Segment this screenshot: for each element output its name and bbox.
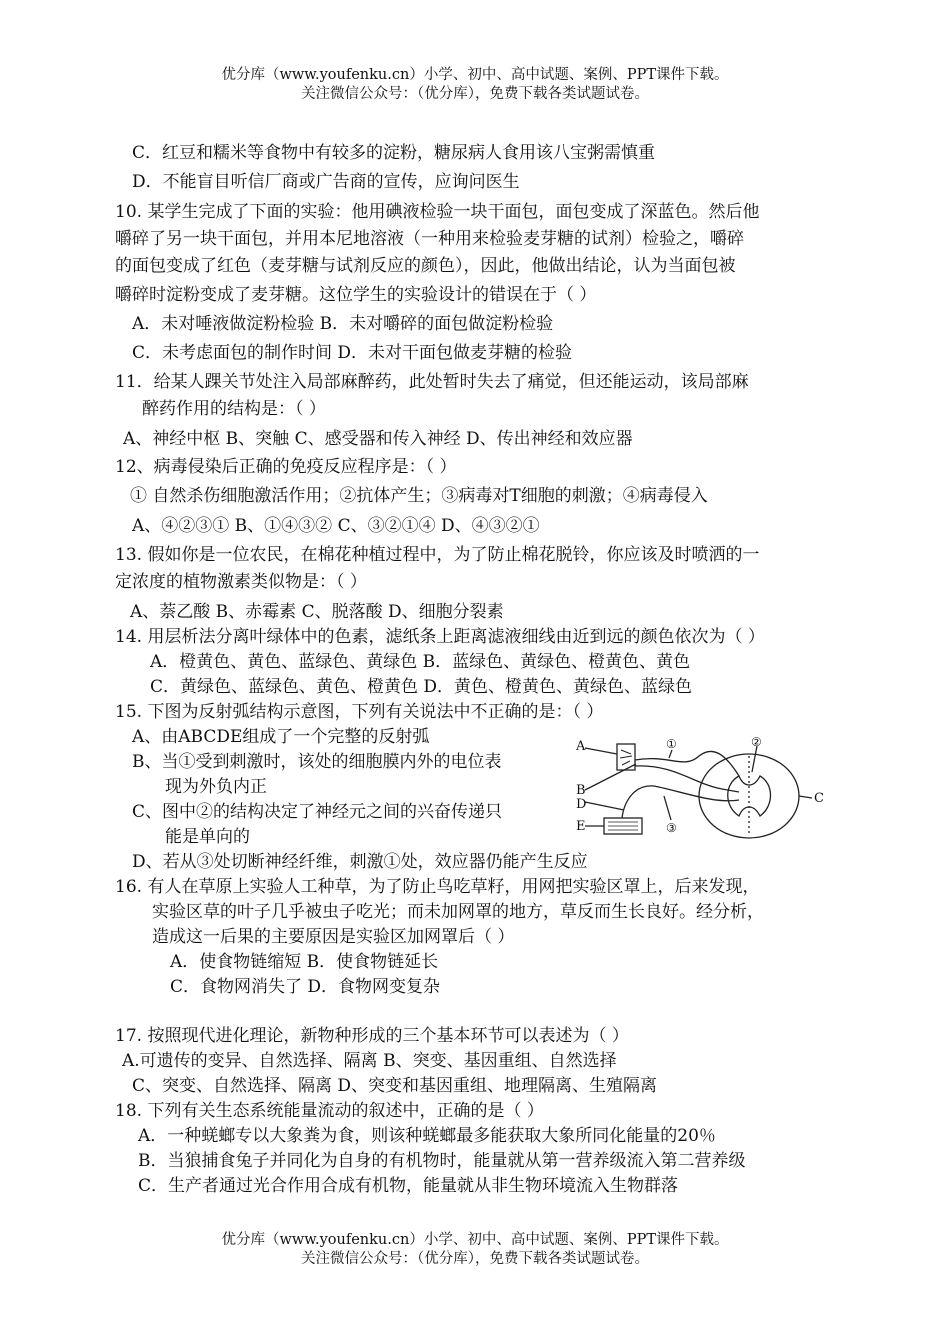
header-line-2: 关注微信公众号：（优分库），免费下载各类试题试卷。 (301, 86, 649, 102)
q9-option-c: C．红豆和糯米等食物中有较多的淀粉，糖尿病人食用该八宝粥需慎重 (132, 143, 656, 163)
q10-options-ab: A．未对唾液做淀粉检验 B．未对嚼碎的面包做淀粉检验 (132, 314, 554, 334)
q12-stem: 12、病毒侵染后正确的免疫反应程序是：（ ） (115, 457, 457, 477)
label-3: ③ (666, 821, 677, 835)
reflex-arc-diagram (574, 734, 824, 846)
footer-line-2: 关注微信公众号：（优分库），免费下载各类试题试卷。 (301, 1251, 649, 1267)
q15-stem: 15. 下图为反射弧结构示意图，下列有关说法中不正确的是：（ ） (115, 702, 604, 722)
q15-option-b-1: B、当①受到刺激时，该处的细胞膜内外的电位表 (132, 752, 502, 772)
q17-options-ab: A.可遗传的变异、自然选择、隔离 B、突变、基因重组、自然选择 (122, 1051, 617, 1071)
q18-stem: 18. 下列有关生态系统能量流动的叙述中，正确的是（ ） (115, 1101, 544, 1121)
q11-stem-2: 醉药作用的结构是：（ ） (142, 399, 326, 419)
q16-stem-3: 造成这一后果的主要原因是实验区加网罩后（ ） (152, 927, 515, 947)
q13-stem-1: 13. 假如你是一位农民，在棉花种植过程中，为了防止棉花脱铃，你应该及时喷洒的一 (115, 545, 760, 565)
q12-options: A、④②③① B、①④③② C、③②①④ D、④③②① (132, 516, 540, 536)
q17-stem: 17. 按照现代进化理论，新物种形成的三个基本环节可以表述为（ ） (115, 1026, 629, 1046)
q16-options-ab: A．使食物链缩短 B．使食物链延长 (170, 952, 439, 972)
q9-option-d: D．不能盲目听信厂商或广告商的宣传，应询问医生 (132, 172, 520, 192)
efferent-nerve (622, 786, 739, 818)
q15-option-c-2: 能是单向的 (165, 827, 250, 847)
label-a: A (576, 739, 586, 754)
label-d: D (576, 797, 587, 812)
page-footer (0, 1231, 950, 1269)
q10-stem-3: 的面包变成了红色（麦芽糖与试剂反应的颜色），因此，他做出结论，认为当面包被 (115, 256, 736, 276)
q10-stem-2: 嚼碎了另一块干面包，并用本尼地溶液（一种用来检验麦芽糖的试剂）检验之，嚼碎 (115, 229, 744, 249)
footer-line-1: 优分库（www.youfenku.cn）小学、初中、高中试题、案例、PPT课件下载。 (221, 1232, 729, 1248)
afferent-nerve (635, 751, 739, 776)
label-e: E (576, 819, 586, 834)
q15-option-b-2: 现为外负内正 (165, 777, 267, 797)
q13-options: A、萘乙酸 B、赤霉素 C、脱落酸 D、细胞分裂素 (130, 602, 504, 622)
q18-option-c: C．生产者通过光合作用合成有机物，能量就从非生物环境流入生物群落 (138, 1176, 679, 1196)
q18-option-b: B．当狼捕食兔子并同化为自身的有机物时，能量就从第一营养级流入第二营养级 (138, 1151, 746, 1171)
q14-stem: 14. 用层析法分离叶绿体中的色素，滤纸条上距离滤液细线由近到远的颜色依次为（ ） (115, 627, 765, 647)
q11-options: A、神经中枢 B、突触 C、感受器和传入神经 D、传出神经和效应器 (123, 429, 633, 449)
q10-options-cd: C．未考虑面包的制作时间 D．未对干面包做麦芽糖的检验 (132, 343, 573, 363)
q10-stem-1: 10. 某学生完成了下面的实验：他用碘液检验一块干面包，面包变成了深蓝色。然后他 (115, 202, 760, 222)
q10-stem-4: 嚼碎时淀粉变成了麦芽糖。这位学生的实验设计的错误在于（ ） (115, 285, 597, 305)
q15-option-c-1: C、图中②的结构决定了神经元之间的兴奋传递只 (132, 802, 503, 822)
q15-option-a: A、由ABCDE组成了一个完整的反射弧 (132, 727, 430, 747)
q18-option-a: A．一种蜣螂专以大象粪为食，则该种蜣螂最多能获取大象所同化能量的20％ (138, 1126, 716, 1146)
label-1: ① (666, 737, 677, 751)
q14-options-cd: C．黄绿色、蓝绿色、黄色、橙黄色 D．黄色、橙黄色、黄绿色、蓝绿色 (150, 677, 693, 697)
q13-stem-2: 定浓度的植物激素类似物是：（ ） (115, 572, 367, 592)
q11-stem-1: 11．给某人踝关节处注入局部麻醉药，此处暂时失去了痛觉，但还能运动，该局部麻 (115, 372, 749, 392)
q14-options-ab: A．橙黄色、黄色、蓝绿色、黄绿色 B．蓝绿色、黄绿色、橙黄色、黄色 (150, 652, 691, 672)
page-header (0, 66, 950, 104)
header-line-1: 优分库（www.youfenku.cn）小学、初中、高中试题、案例、PPT课件下载。 (221, 67, 729, 83)
label-c: C (814, 791, 824, 806)
label-2: ② (751, 735, 762, 749)
label-b: B (576, 783, 586, 798)
q16-stem-1: 16. 有人在草原上实验人工种草，为了防止鸟吃草籽，用网把实验区罩上，后来发现， (115, 877, 760, 897)
q16-stem-2: 实验区草的叶子几乎被虫子吃光；而未加网罩的地方，草反而生长良好。经分析， (152, 902, 764, 922)
q16-options-cd: C．食物网消失了 D．食物网变复杂 (170, 977, 441, 997)
q17-options-cd: C、突变、自然选择、隔离 D、突变和基因重组、地理隔离、生殖隔离 (132, 1076, 658, 1096)
q12-items: ① 自然杀伤细胞激活作用；②抗体产生；③病毒对T细胞的刺激；④病毒侵入 (130, 486, 708, 506)
q15-option-d: D、若从③处切断神经纤维，刺激①处，效应器仍能产生反应 (132, 852, 588, 872)
